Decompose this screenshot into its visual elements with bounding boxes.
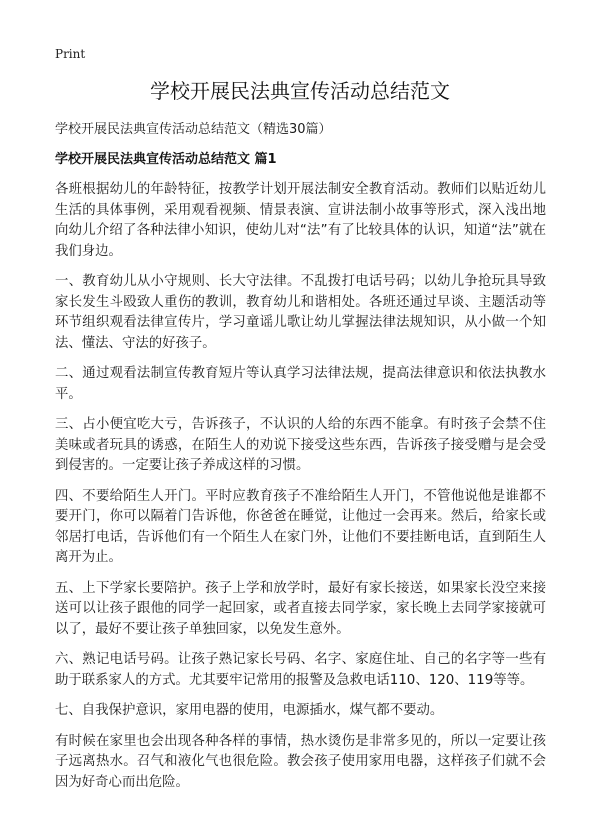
document-subtitle: 学校开展民法典宣传活动总结范文（精选30篇）: [55, 122, 332, 137]
paragraph: 六、熟记电话号码。让孩子熟记家长号码、名字、家庭住址、自己的名字等一些有助于联系家人的方式。尤其要牢记常用的报警及急救电话110、120、119等等。: [55, 652, 546, 688]
paragraph: 三、占小便宜吃大亏，告诉孩子，不认识的人给的东西不能拿。有时孩子会禁不住美味或者玩具的诱惑，在陌生人的劝说下接受这些东西，告诉孩子接受赠与是会受到侵害的。一定要让孩子养成这样的习惯。: [55, 417, 546, 473]
section-title: 学校开展民法典宣传活动总结范文 篇1: [55, 152, 277, 167]
paragraph: 五、上下学家长要陪护。孩子上学和放学时，最好有家长接送，如果家长没空来接送可以让孩子跟他的同学一起回家，或者直接去同学家，家长晚上去同学家接就可以了，最好不要让孩子单独回家，以免发生意外。: [55, 580, 546, 637]
paragraph: 一、教育幼儿从小守规则、长大守法律。不乱拨打电话号码；以幼儿争抢玩具导致家长发生斗殴致人重伤的教训，教育幼儿和谐相处。各班还通过早谈、主题活动等环节组织观看法律宣传片，学习童谣儿歌让幼儿掌握法律法规知识，从小做一个知法、懂法、守法的好孩子。: [55, 274, 546, 351]
document-title: 学校开展民法典宣传活动总结范文: [150, 79, 450, 103]
paragraph: 七、自我保护意识，家用电器的使用，电源插水，煤气都不要动。: [55, 703, 444, 718]
paragraph: 二、通过观看法制宣传教育短片等认真学习法律法规，提高法律意识和依法执教水平。: [55, 366, 546, 402]
paragraph: 各班根据幼儿的年龄特征，按教学计划开展法制安全教育活动。教师们以贴近幼儿生活的具体事例，采用观看视频、情景表演、宣讲法制小故事等形式，深入浅出地向幼儿介绍了各种法律小知识，使幼儿对“法”有了比较具体的认识，知道“法”就在我们身边。: [55, 182, 546, 259]
paragraph: 有时候在家里也会出现各种各样的事情，热水烫伤是非常多见的，所以一定要让孩子远离热水。召气和液化气也很危险。教会孩子使用家用电器，这样孩子们就不会因为好奇心而出危险。: [55, 733, 546, 790]
paragraph: 四、不要给陌生人开门。平时应教育孩子不准给陌生人开门，不管他说他是谁都不要开门，你可以隔着门告诉他，你爸爸在睡觉，让他过一会再来。然后，给家长或邻居打电话，告诉他们有一个陌生人在家门外，让他们不要挂断电话，直到陌生人离开为止。: [55, 488, 546, 565]
document-body: [55, 180, 546, 803]
print-link[interactable]: Print: [55, 47, 86, 61]
